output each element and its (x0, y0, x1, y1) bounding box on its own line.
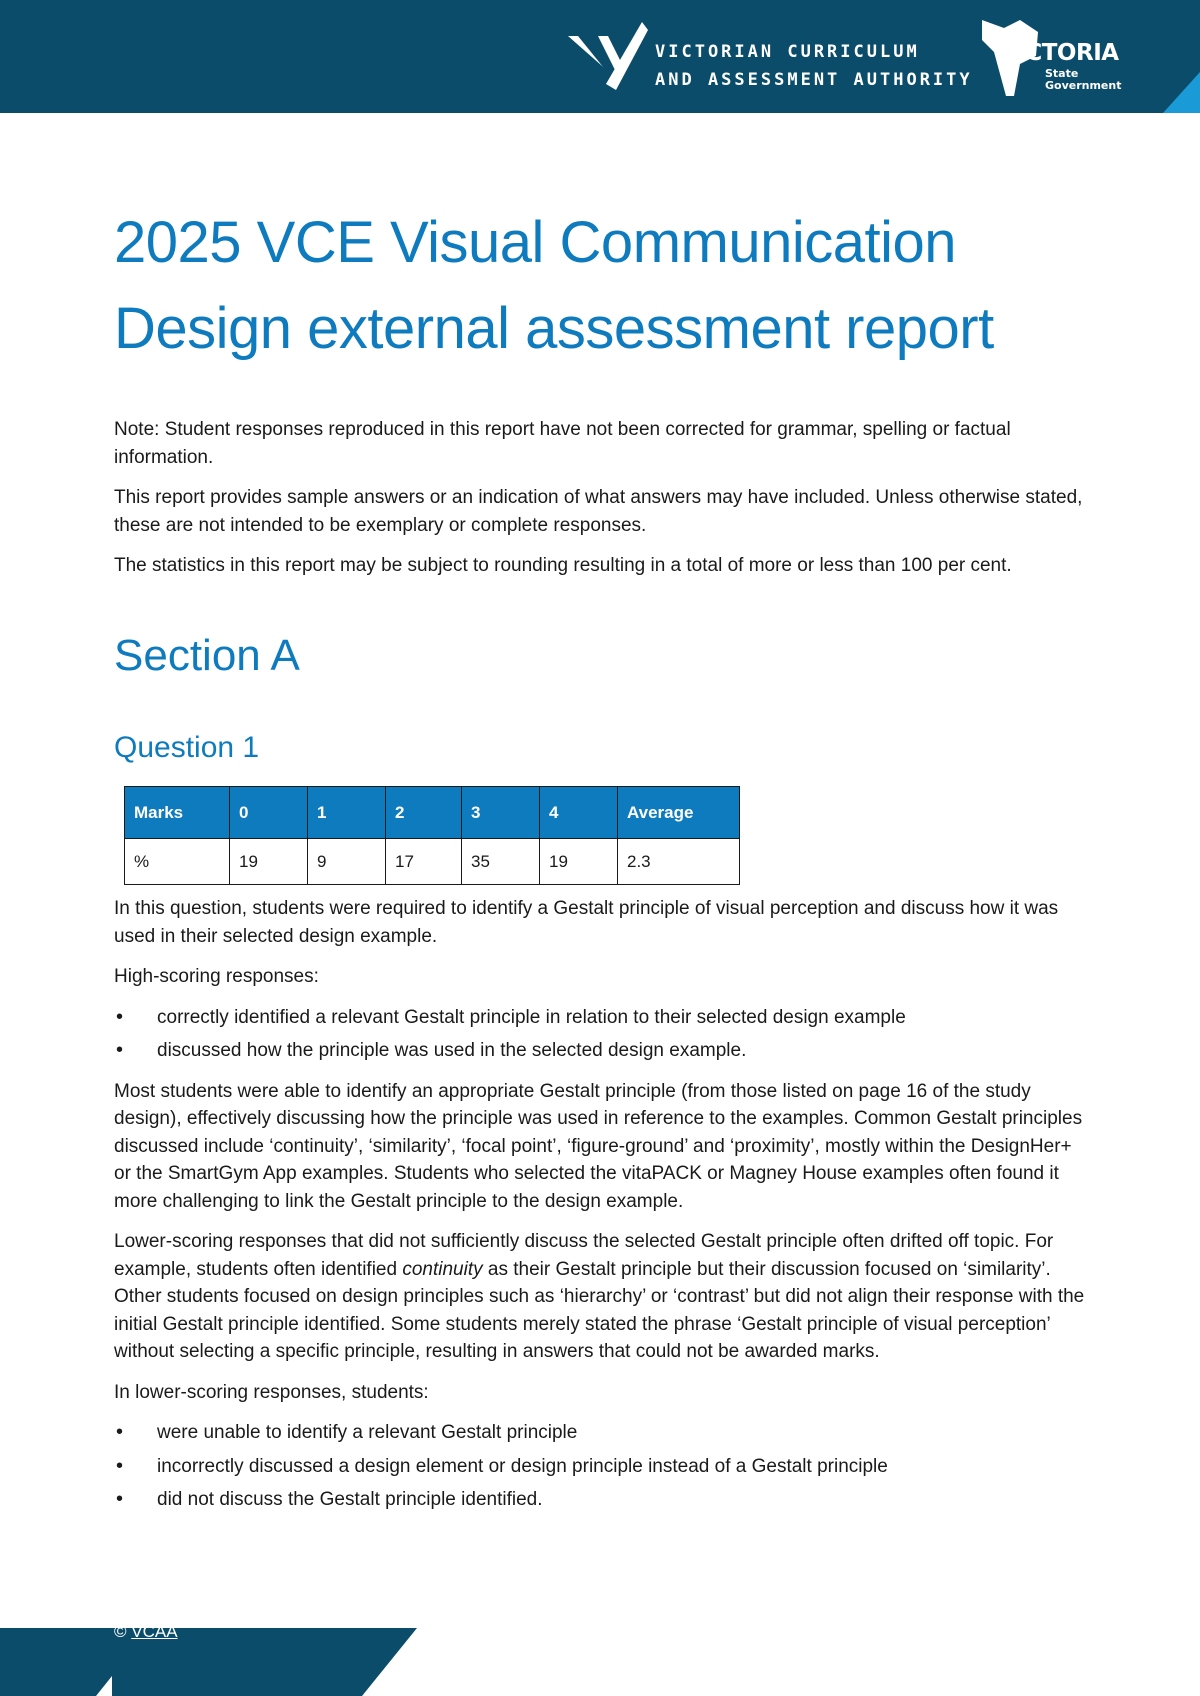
table-cell: 17 (386, 839, 462, 885)
question-body (114, 895, 1089, 1527)
footer-shape (0, 1628, 420, 1696)
title-line-2: Design external assessment report (114, 296, 994, 361)
question-heading: Question 1 (114, 731, 260, 764)
text-run: Lower-scoring responses that did not sufficiently discuss the selected Gestalt principle often drifted off topic. For example, students often identified (114, 1231, 1054, 1280)
list-item: • correctly identified a relevant Gestalt principle in relation to their selected design example (114, 1004, 1089, 1032)
body-paragraph: High-scoring responses: (114, 966, 319, 987)
list-item: • discussed how the principle was used in the selected design example. (114, 1037, 1089, 1065)
banner-corner-triangle (0, 0, 1200, 113)
vcaa-line-2: AND ASSESSMENT AUTHORITY (655, 70, 973, 90)
section-heading: Section A (114, 631, 300, 680)
body-paragraph (114, 1228, 1089, 1366)
title-line-1: 2025 VCE Visual Communication (114, 210, 956, 275)
intro-paragraph: The statistics in this report may be subject to rounding resulting in a total of more or less than 100 per cent. (114, 555, 1012, 576)
text-run: as their Gestalt principle but their discussion focused on ‘similarity’. Other students focused on design principles such as ‘hierarchy’ or ‘contrast’ but did not align their response with the initial Gestalt principle identified. Some students merely stated the phrase ‘Gestalt principle of visual perception’ without selecting a specific principle, resulting in answers that could not be awarded marks. (114, 1258, 1085, 1362)
low-scoring-list (114, 1419, 1089, 1514)
body-paragraph: In lower-scoring responses, students: (114, 1381, 429, 1403)
marks-table (124, 786, 740, 885)
header-cell: 1 (308, 787, 386, 839)
table-cell: 2.3 (618, 839, 740, 885)
body-paragraph: In this question, students were required to identify a Gestalt principle of visual perception and discuss how it was used in their selected design example. (114, 898, 1059, 947)
header-cell: 0 (230, 787, 308, 839)
report-title (114, 200, 1114, 372)
list-item: • incorrectly discussed a design element or design principle instead of a Gestalt principle (114, 1453, 1089, 1481)
victoria-wordmark: VICTORIA (1000, 40, 1119, 66)
table-cell: % (125, 839, 230, 885)
government-label: Government (1045, 79, 1122, 92)
vcaa-link[interactable]: VCAA (131, 1622, 178, 1641)
footer-copyright (114, 1622, 178, 1642)
table-cell: 19 (230, 839, 308, 885)
intro-paragraph: Note: Student responses reproduced in this report have not been corrected for grammar, spelling or factual information. (114, 419, 1011, 468)
vcaa-line-1: VICTORIAN CURRICULUM (655, 42, 920, 62)
intro-paragraph: This report provides sample answers or an indication of what answers may have included. Unless otherwise stated, these are not intended to be exemplary or complete responses. (114, 487, 1083, 536)
marks-header-row (125, 787, 740, 839)
list-item: • did not discuss the Gestalt principle identified. (114, 1486, 1089, 1514)
table-cell: 9 (308, 839, 386, 885)
header-cell: 2 (386, 787, 462, 839)
table-cell: 19 (540, 839, 618, 885)
state-label: State (1045, 67, 1079, 80)
table-cell: 35 (462, 839, 540, 885)
header-cell: Average (618, 787, 740, 839)
list-item: • were unable to identify a relevant Gestalt principle (114, 1419, 1089, 1447)
copyright-symbol: © (114, 1622, 132, 1641)
emphasis-text: continuity (402, 1258, 483, 1280)
table-row (125, 839, 740, 885)
intro-notes (114, 416, 1089, 593)
header-cell: 3 (462, 787, 540, 839)
header-cell: 4 (540, 787, 618, 839)
high-scoring-list (114, 1004, 1089, 1065)
body-paragraph: Most students were able to identify an appropriate Gestalt principle (from those listed on page 16 of the study design), effectively discussing how the principle was used in reference to the examples. Common Gestalt principles discussed include ‘continuity’, ‘similarity’, ‘focal point’, ‘figure-ground’ and ‘proximity’, mostly within the DesignHer+ or the SmartGym App examples. Students who selected the vitaPACK or Magney House examples often found it more challenging to link the Gestalt principle to the design example. (114, 1080, 1083, 1212)
header-cell: Marks (125, 787, 230, 839)
header-banner (0, 0, 1200, 113)
